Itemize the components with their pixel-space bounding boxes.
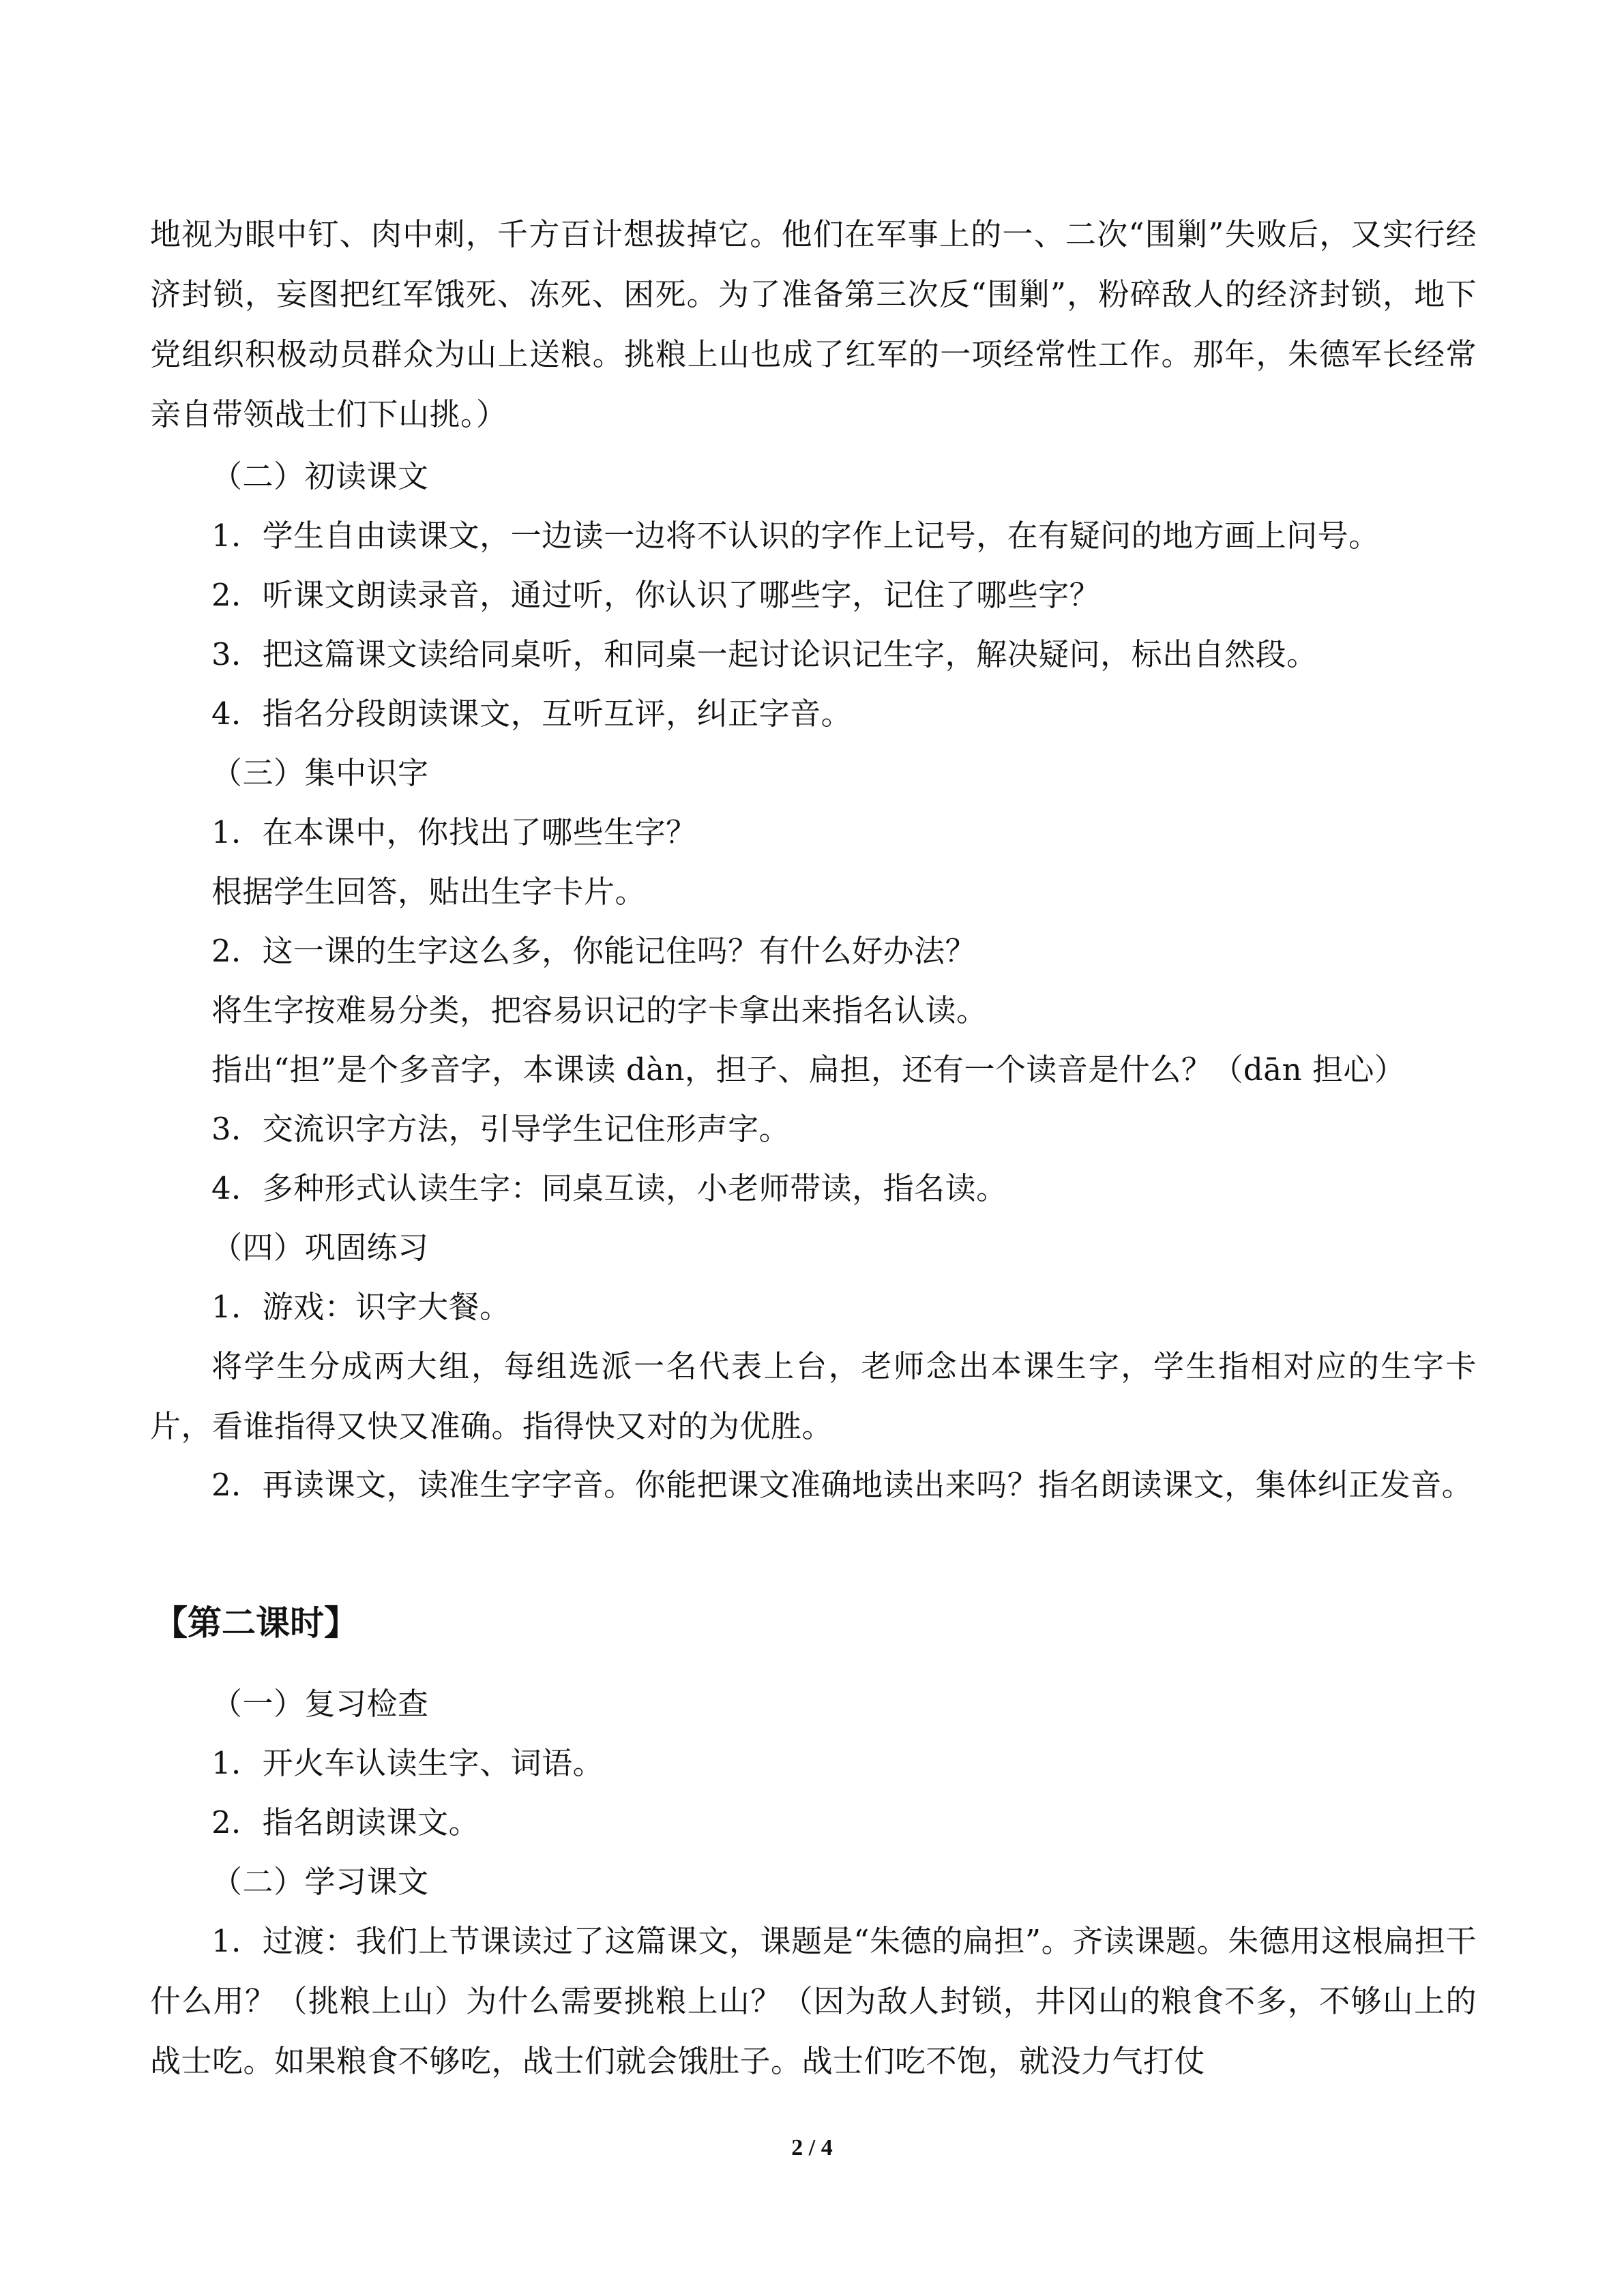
section-subheading-review: （一）复习检查 [211,1686,429,1722]
list-item: 2．这一课的生字这么多，你能记住吗？有什么好办法？ [211,933,977,969]
list-item: 3．交流识字方法，引导学生记住形声字。 [211,1111,791,1147]
list-item: 3．把这篇课文读给同桌听，和同桌一起讨论识记生字，解决疑问，标出自然段。 [211,636,1318,672]
paragraph-intro-continuation: 地视为眼中钉、肉中刺，千方百计想拔掉它。他们在军事上的一、二次“围剿”失败后，又实行经济封锁，妄图把红军饿死、冻死、困死。为了准备第三次反“围剿”，粉碎敌人的经济封锁，地下党组织积极动员群众为山上送粮。挑粮上山也成了红军的一项经常性工作。那年，朱德军长经常亲自带领战士们下山挑。） [150,216,1477,432]
paragraph: 指出“担”是个多音字，本课读 dàn，担子、扁担，还有一个读音是什么？（dān 担心） [211,1052,1406,1088]
section-subheading-practice: （四）巩固练习 [211,1229,429,1266]
paragraph: 将生字按难易分类，把容易识记的字卡拿出来指名认读。 [211,992,988,1028]
section-subheading-character-learning: （三）集中识字 [211,755,429,791]
list-item: 1．开火车认读生字、词语。 [211,1745,604,1781]
paragraph: 根据学生回答，贴出生字卡片。 [211,874,647,910]
section-subheading-study-text: （二）学习课文 [211,1864,429,1900]
paragraph: 1．过渡：我们上节课读过了这篇课文，课题是“朱德的扁担”。齐读课题。朱德用这根扁担干什么用？（挑粮上山）为什么需要挑粮上山？（因为敌人封锁，井冈山的粮食不多，不够山上的战士吃。如果粮食不够吃，战士们就会饿肚子。战士们吃不饱，就没力气打仗 [150,1923,1477,2079]
paragraph: 2．再读课文，读准生字字音。你能把课文准确地读出来吗？指名朗读课文，集体纠正发音。 [211,1467,1473,1503]
list-item: 2．指名朗读课文。 [211,1804,480,1840]
list-item: 1．学生自由读课文，一边读一边将不认识的字作上记号，在有疑问的地方画上问号。 [211,518,1380,554]
list-item: 1．在本课中，你找出了哪些生字？ [211,814,697,850]
list-item: 1．游戏：识字大餐。 [211,1289,511,1325]
list-item: 4．指名分段朗读课文，互听互评，纠正字音。 [211,696,853,732]
section-subheading-first-reading: （二）初读课文 [211,458,429,494]
page-number: 2 / 4 [791,2135,833,2160]
section-heading: 【第二课时】 [153,1603,358,1643]
list-item: 2．听课文朗读录音，通过听，你认识了哪些字，记住了哪些字？ [211,577,1101,613]
list-item: 4．多种形式认读生字：同桌互读，小老师带读，指名读。 [211,1170,1007,1206]
paragraph: 将学生分成两大组，每组选派一名代表上台，老师念出本课生字，学生指相对应的生字卡片，看谁指得又快又准确。指得快又对的为优胜。 [150,1348,1477,1444]
